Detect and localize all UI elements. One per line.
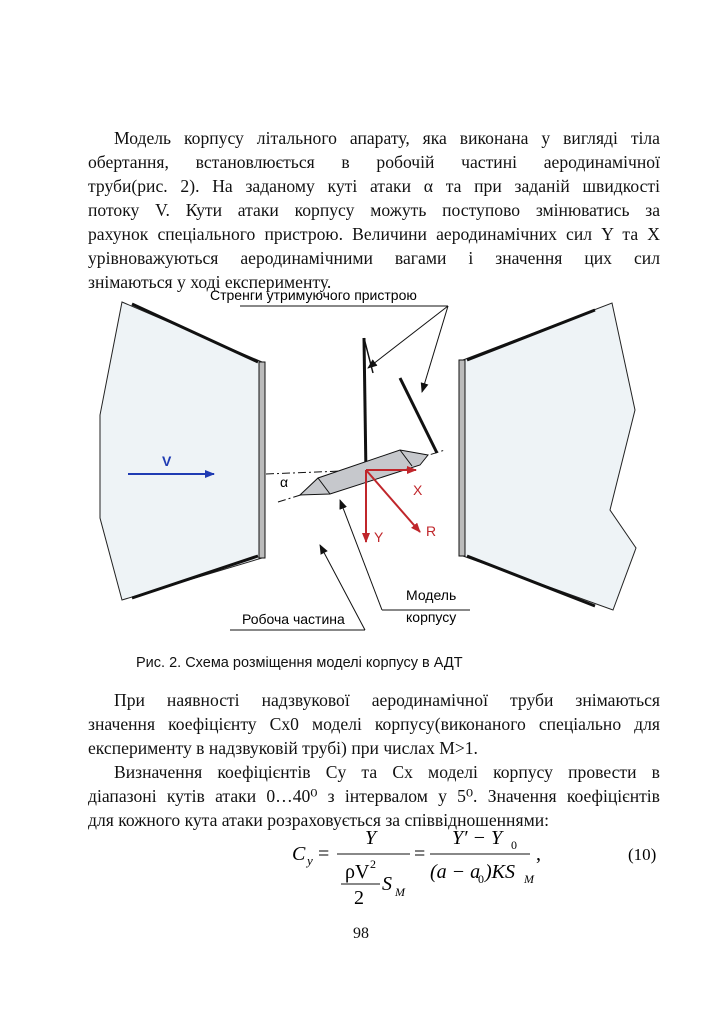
para3-line: Визначення коефіцієнтів Cy та Cx моделі корпусу провести в — [114, 762, 660, 782]
strut-front — [364, 338, 366, 475]
wind-tunnel-figure — [0, 280, 722, 660]
formula-comma: , — [536, 843, 541, 865]
formula-num2-sub: 0 — [511, 838, 517, 852]
intro-line: рахунок спеціального пристрою. Величини аеродинамічних сил Y та X — [88, 224, 660, 244]
force-r-label: R — [426, 523, 437, 539]
alpha-label: α — [280, 474, 289, 490]
para2-line: значення коефіцієнту Cx0 моделі корпусу(виконаного спеціально для — [88, 714, 660, 734]
left-nozzle-lip — [259, 362, 265, 558]
model-label-line2: корпусу — [406, 609, 457, 625]
strut-label: Стренги утримуючого пристрою — [210, 287, 417, 303]
intro-line: обертання, встановлюється в робочій частині аеродинамічної — [88, 152, 660, 172]
intro-line: труби(рис. 2). На заданому куті атаки α та при заданій швидкості — [88, 176, 660, 196]
para2-line: експерименту в надзвуковій трубі) при числах М>1. — [88, 738, 478, 758]
formula-eq2: = — [414, 843, 426, 865]
intro-line: потоку V. Кути атаки корпусу можуть поступово змінюватись за — [88, 200, 660, 220]
model-body — [300, 450, 428, 495]
formula-svg — [0, 820, 722, 920]
intro-line: знімаються у ході експерименту. — [88, 272, 332, 292]
formula-den1-sq: 2 — [370, 857, 376, 871]
formula-num1: Y — [365, 827, 377, 849]
wind-tunnel-diagram — [0, 280, 722, 660]
strut-pointer — [368, 306, 448, 368]
right-diffuser-lip — [459, 360, 465, 556]
formula-den2: (a − a — [430, 861, 481, 883]
formula-10 — [0, 820, 722, 920]
para3-line: діапазоні кутів атаки 0…40⁰ з інтервалом у 5⁰. Значення коефіцієнтів — [88, 786, 660, 806]
figure-caption: Рис. 2. Схема розміщення моделі корпусу в АДТ — [136, 655, 463, 671]
model-label-line1: Модель — [406, 587, 457, 603]
formula-den1-s: S — [382, 873, 392, 895]
page-number: 98 — [353, 925, 369, 942]
intro-line: урівноважуються аеродинамічними вагами і значення цих сил — [88, 248, 660, 268]
strut-pointer — [422, 306, 448, 392]
force-x-label: X — [413, 482, 423, 498]
force-y-label: Y — [374, 529, 384, 545]
formula-num2: Y′ − Y — [452, 827, 503, 849]
work-section-label: Робоча частина — [242, 611, 345, 627]
left-nozzle — [100, 302, 262, 600]
model-pointer — [340, 500, 382, 610]
formula-lhs: C — [292, 843, 306, 865]
formula-den1-rhov: ρV — [345, 861, 370, 883]
formula-den2-tail: )KS — [485, 861, 515, 883]
formula-number: (10) — [628, 845, 657, 864]
intro-line: Модель корпусу літального апарату, яка виконана у вигляді тіла — [114, 128, 660, 148]
formula-den2-sub0: 0 — [478, 872, 484, 886]
formula-lhs-sub: y — [307, 853, 313, 868]
intro-paragraph — [88, 126, 660, 294]
formula-den1-two: 2 — [354, 887, 364, 909]
velocity-label: V — [162, 453, 172, 469]
para2-line: При наявності надзвукової аеродинамічної труби знімаються — [114, 690, 660, 710]
formula-den1-s-sub: M — [395, 885, 405, 899]
supersonic-paragraph — [88, 688, 660, 760]
force-r-arrow — [366, 470, 420, 532]
formula-den2-sub: M — [524, 872, 534, 886]
formula-eq1: = — [318, 843, 330, 865]
strut-rear — [400, 378, 437, 453]
para3-line: для кожного кута атаки розраховується за співвідношеннями: — [88, 810, 550, 830]
